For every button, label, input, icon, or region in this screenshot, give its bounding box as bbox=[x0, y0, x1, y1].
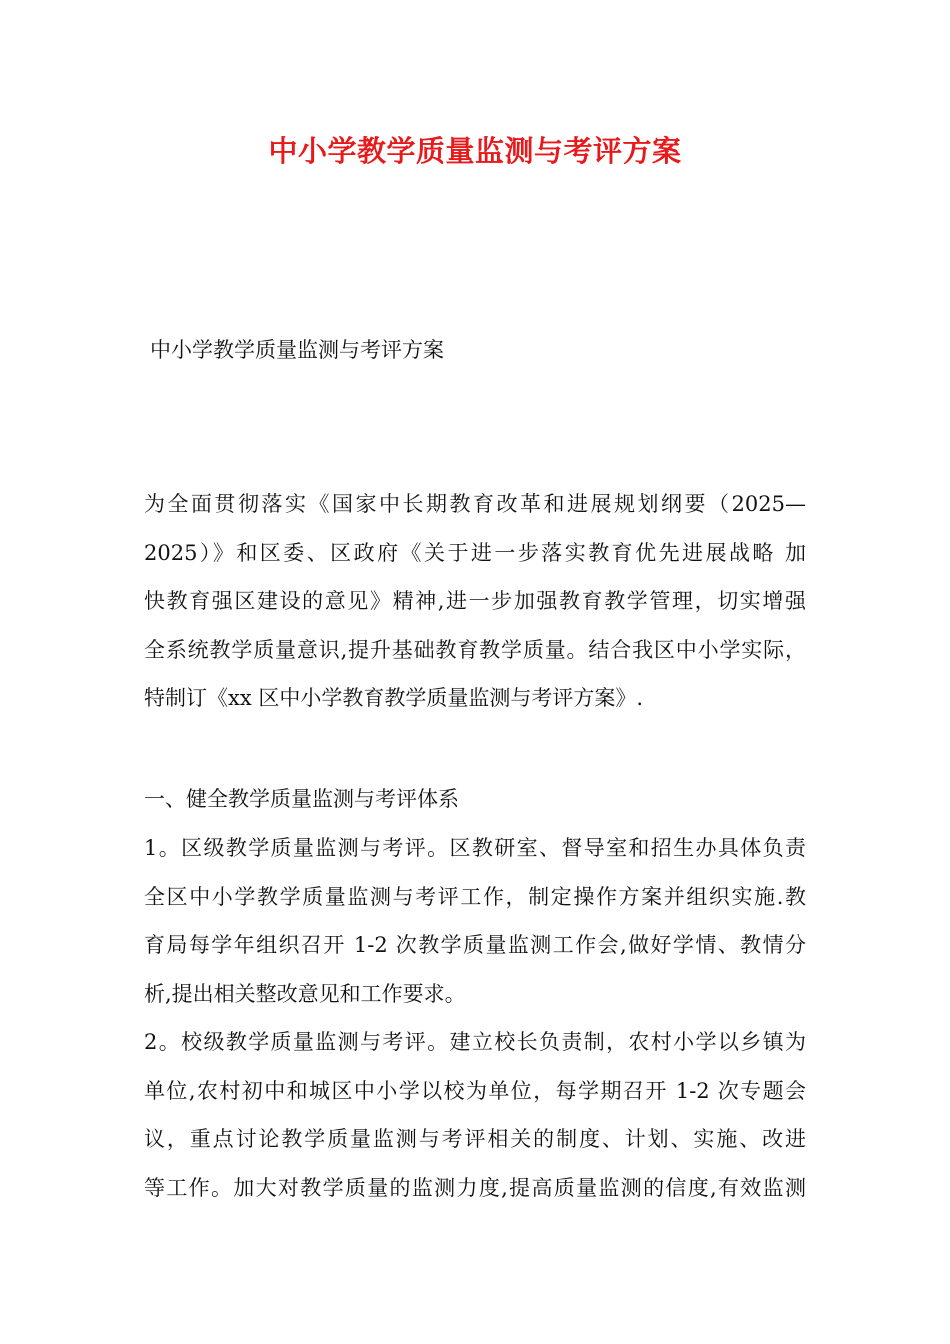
paragraph-line: 2。校级教学质量监测与考评。建立校长负责制，农村小学以乡镇为 bbox=[144, 1030, 806, 1054]
intro-paragraph bbox=[144, 480, 824, 723]
paragraph-line: 快教育强区建设的意见》精神,进一步加强教育教学管理，切实增强 bbox=[144, 589, 806, 613]
paragraph-line: 全区中小学教学质量监测与考评工作，制定操作方案并组织实施.教 bbox=[144, 884, 806, 909]
item-1-paragraph bbox=[144, 824, 824, 1018]
section-heading bbox=[144, 775, 824, 824]
paragraph-line: 全系统教学质量意识,提升基础教育教学质量。结合我区中小学实际， bbox=[144, 637, 806, 662]
document-title: 中小学教学质量监测与考评方案 bbox=[268, 134, 682, 168]
paragraph-line: 1。区级教学质量监测与考评。区教研室、督导室和招生办具体负责 bbox=[144, 836, 806, 860]
paragraph-line: 特制订《xx 区中小学教育教学质量监测与考评方案》. bbox=[144, 686, 644, 710]
item-2-paragraph bbox=[144, 1018, 824, 1212]
paragraph-line: 单位,农村初中和城区中小学以校为单位，每学期召开 1-2 次专题会 bbox=[144, 1078, 806, 1103]
paragraph-line: 议，重点讨论教学质量监测与考评相关的制度、计划、实施、改进 bbox=[144, 1127, 806, 1151]
paragraph-line: 等工作。加大对教学质量的监测力度,提高质量监测的信度,有效监测 bbox=[144, 1175, 806, 1200]
paragraph-line: 育局每学年组织召开 1-2 次教学质量监测工作会,做好学情、教情分 bbox=[144, 933, 806, 957]
paragraph-line: 2025）》和区委、区政府《关于进一步落实教育优先进展战略 加 bbox=[144, 540, 806, 565]
paragraph-line: 为全面贯彻落实《国家中长期教育改革和进展规划纲要（2025— bbox=[144, 492, 806, 516]
document-subtitle: 中小学教学质量监测与考评方案 bbox=[150, 338, 444, 362]
section-heading-text: 一、健全教学质量监测与考评体系 bbox=[144, 787, 459, 811]
paragraph-line: 析,提出相关整改意见和工作要求。 bbox=[144, 981, 466, 1006]
